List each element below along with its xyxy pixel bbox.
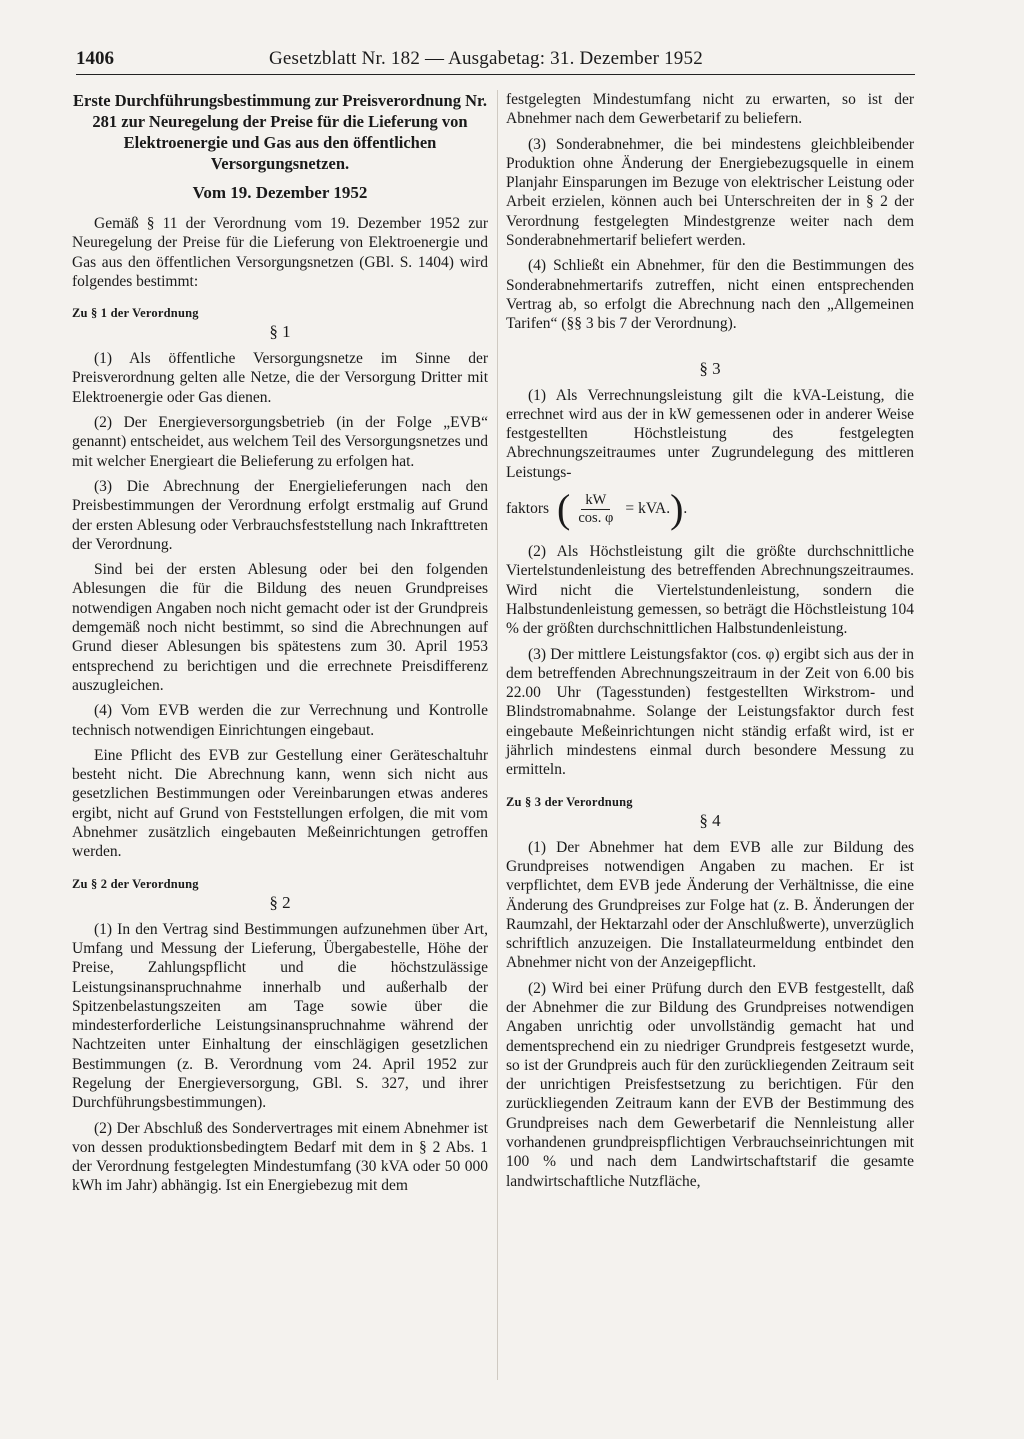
section-2-heading: § 2: [269, 892, 291, 912]
paragraph: (4) Schließt ein Abnehmer, für den die Bestimmungen des Sonderabnehmertarifs zutreffen, nicht einen entsprechenden Vertrag ab, so erfolgt die Abrechnung nach den „Allgemeinen Tarifen“ (§§ 3 bis 7 der Verordnung).: [506, 257, 914, 333]
paragraph: (1) Der Abnehmer hat dem EVB alle zur Bildung des Grundpreises notwendigen Angaben zu machen. Er ist verpflichtet, dem EVB jede Änderung der Verhältnisse, die eine Änderung des Grundpreises zur Folge hat (z. B. Änderungen der Raumzahl, der Hektarzahl oder der Anschlußwerte), unverzüglich schriftlich anzuzeigen. Die Installateurmeldung entbindet den Abnehmer nicht von der Anzeigepflicht.: [506, 838, 915, 972]
formula-lead: faktors: [506, 500, 550, 518]
formula-equals: =: [625, 500, 635, 518]
header-rule: [76, 74, 915, 75]
page-number: 1406: [76, 48, 114, 69]
formula-fraction: [574, 492, 617, 527]
paragraph: (1) Als öffentliche Versorgungsnetze im Sinne der Preisverordnung gelten alle Netze, die der Versorgung Dritter mit Elektroenergie oder Gas dienen.: [72, 350, 488, 406]
formula-result: kVA.: [638, 500, 671, 518]
formula-numerator: kW: [581, 492, 610, 510]
formula-denominator: cos. φ: [578, 509, 614, 526]
intro-paragraph: Gemäß § 11 der Verordnung vom 19. Dezember 1952 zur Neuregelung der Preise für die Lieferung von Elektroenergie und Gas aus den öffentlichen Versorgungsnetzen (GBl. S. 1404) wird folgendes bestimmt:: [72, 215, 488, 290]
paragraph: (4) Vom EVB werden die zur Verrechnung und Kontrolle technisch notwendigen Einrichtungen eingebaut.: [72, 702, 488, 739]
paragraph: (2) Der Energieversorgungsbetrieb (in der Folge „EVB“ genannt) entscheidet, aus welchem Teil des Versorgungsnetzes und mit welcher Energieart die Belieferung zu erfolgen hat.: [72, 414, 488, 470]
subheading-zu-1: Zu § 1 der Verordnung: [72, 306, 199, 321]
paragraph: (3) Die Abrechnung der Energielieferungen nach den Preisbestimmungen der Verordnung erfolgt erstmalig auf Grund der ersten Ablesung oder Verbrauchsfeststellung nach Inkrafttreten der Verordnung.: [72, 477, 488, 553]
paragraph: (3) Sonderabnehmer, die bei mindestens gleichbleibender Produktion ohne Änderung der Energiebezugsquelle in einem Planjahr Einsparungen im Bezuge von elektrischer Leistung oder Arbeit erzielen, können auch bei Unterschreiten der in § 2 der Verordnung festgelegten Mindestgrenze weiter nach dem Sonderabnehmertarif beliefert werden.: [506, 135, 914, 250]
decree-title: Erste Durchführungsbestimmung zur Preisverordnung Nr. 281 zur Neuregelung der Preise für die Lieferung von Elektroenergie und Gas aus den öffentlichen Versorgungsnetzen.: [73, 91, 487, 173]
paragraph-continuation: festgelegten Mindestumfang nicht zu erwarten, so ist der Abnehmer nach dem Gewerbetarif zu beliefern.: [506, 91, 914, 128]
right-column: [506, 90, 914, 1197]
paragraph: (2) Wird bei einer Prüfung durch den EVB festgestellt, daß der Abnehmer die zur Bildung des Grundpreises notwendigen Angaben unrichtig oder unvollständig gemacht hat und dementsprechend ein zu niedriger Grundpreis festgesetzt wurde, so ist der Grundpreis auch für den zurückliegenden Zeitraum seit der unrichtigen Preisfestsetzung zu berichtigen. Für den zurückliegenden Zeitraum kann der EVB der Bestimmung des Grundpreises nach dem Gewerbetarif die Nennleistung aller vorhandenen grundpreispflichtigen Verbrauchseinrichtungen mit 100 % und nach dem Landwirtschaftstarif die gesamte landwirtschaftliche Nutzfläche,: [506, 979, 914, 1190]
paragraph: Eine Pflicht des EVB zur Gestellung einer Geräteschaltuhr besteht nicht. Die Abrechnung kann, wenn sich nicht aus gesetzlichen Bestimmungen oder Vereinbarungen etwas anderes ergibt, nicht auf Grund von Feststellungen erfolgen, die mit vom Abnehmer zusätzlich eingebauten Meßeinrichtungen getroffen werden.: [72, 746, 488, 861]
left-column: [72, 90, 488, 1202]
formula-open-paren: (: [557, 486, 571, 532]
paragraph: (3) Der mittlere Leistungsfaktor (cos. φ) ergibt sich aus der in dem betreffenden Abrechnungszeitraum in der Zeit von 6.00 bis 22.00 Uhr (Tagesstunden) festgestellten Wirkstrom- und Blindstromabnahme. Solange der Leistungsfaktor durch fest eingebaute Meßeinrichtungen nicht ständig erfaßt wird, ist er jährlich mindestens einmal durch besondere Messung zu ermitteln.: [506, 645, 914, 779]
subheading-zu-2: Zu § 2 der Verordnung: [72, 876, 199, 891]
section-4-heading: § 4: [699, 810, 721, 830]
paragraph: (2) Der Abschluß des Sondervertrages mit einem Abnehmer ist von dessen produktionsbedingtem Bedarf mit dem in § 2 Abs. 1 der Verordnung festgelegten Mindestumfang (30 kVA oder 50 000 kWh im Jahr) abhängig. Ist ein Energiebezug mit dem: [72, 1119, 488, 1195]
paragraph: Sind bei der ersten Ablesung oder bei den folgenden Ablesungen die für die Bildung des neuen Grundpreises notwendigen Angaben noch nicht gemacht oder ist der Grundpreis demgemäß noch nicht bestimmt, so sind die Abrechnungen auf Grund dieser Ablesungen bis spätestens zum 30. April 1953 entsprechend zu berichtigen und die errechnete Preisdifferenz auszugleichen.: [72, 561, 488, 694]
formula-close-paren: ): [670, 486, 684, 532]
column-separator: [497, 90, 498, 1380]
subheading-zu-3: Zu § 3 der Verordnung: [506, 794, 633, 809]
paragraph: (2) Als Höchstleistung gilt die größte durchschnittliche Viertelstundenleistung des betreffenden Abrechnungszeitraumes. Wird nicht die Viertelstundenleistung, sondern die Halbstundenleistung gemessen, so beträgt die Höchstleistung 104 % der größten durchschnittlichen Halbstundenleistung.: [506, 543, 914, 638]
gazette-title: Gesetzblatt Nr. 182 — Ausgabetag: 31. Dezember 1952: [269, 48, 703, 69]
section-gap: [506, 340, 914, 358]
decree-date: Vom 19. Dezember 1952: [192, 183, 368, 202]
power-factor-formula: [506, 486, 914, 532]
running-header: [76, 46, 916, 72]
formula-period: .: [683, 500, 688, 518]
section-1-heading: § 1: [269, 322, 291, 342]
section-3-heading: § 3: [699, 358, 721, 378]
paragraph: (1) Als Verrechnungsleistung gilt die kVA-Leistung, die errechnet wird aus der in kW gemessenen oder in anderer Weise festgestellten Höchstleistung des festgelegten Abrechnungszeitraumes unter Zugrundelegung des mittleren Leistungs-: [506, 386, 914, 481]
paragraph: (1) In den Vertrag sind Bestimmungen aufzunehmen über Art, Umfang und Messung der Lieferung, Übergabestelle, Höhe der Preise, Zahlungspflicht und die höchstzulässige Leistungsinanspruchnahme innerhalb und außerhalb der Spitzenbelastungszeiten am Tage sowie über die mindesterforderliche Leistungsinanspruchnahme während der Nachtzeiten unter Einhaltung der einschlägigen gesetzlichen Bestimmungen (z. B. Verordnung vom 24. April 1952 zur Regelung der Energieversorgung, GBl. S. 327, und ihrer Durchführungsbestimmungen).: [72, 920, 488, 1112]
